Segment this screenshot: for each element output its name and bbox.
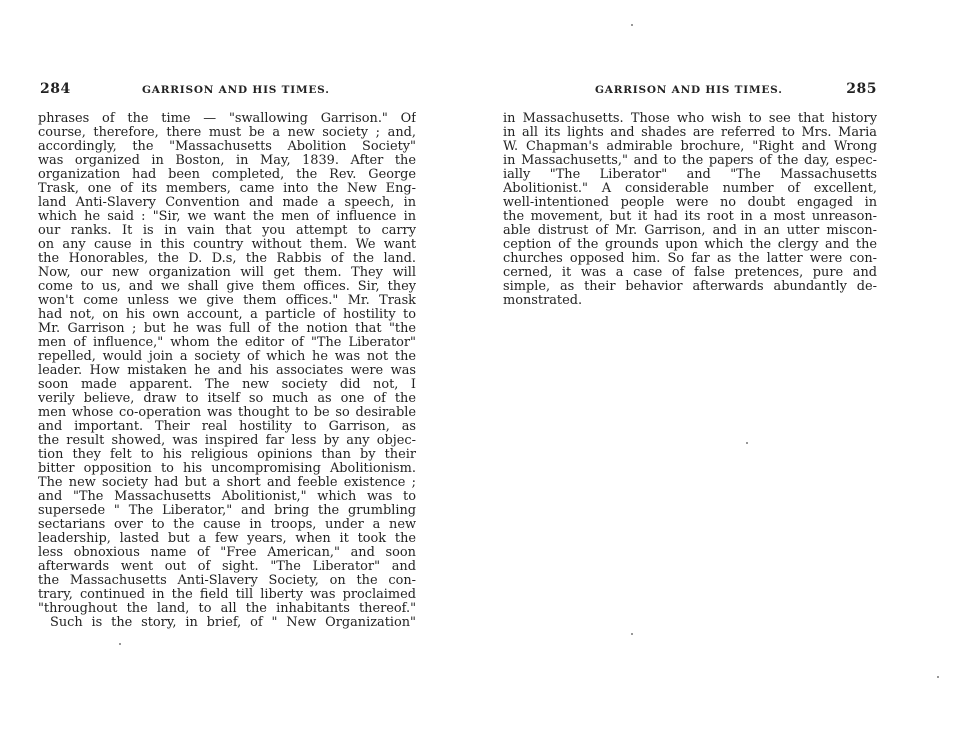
text-line: sectarians over to the cause in troops, under a new (38, 518, 416, 532)
text-line: less obnoxious name of "Free American," and soon (38, 546, 416, 560)
text-line: in all its lights and shades are referred to Mrs. Maria (503, 126, 877, 140)
running-head: GARRISON AND HIS TIMES. (595, 84, 783, 96)
text-line: "throughout the land, to all the inhabitants thereof." (38, 602, 416, 616)
text-line: afterwards went out of sight. "The Liberator" and (38, 560, 416, 574)
text-line: course, therefore, there must be a new society ; and, (38, 126, 416, 140)
text-line: and important. Their real hostility to Garrison, as (38, 420, 416, 434)
text-line: monstrated. (503, 294, 583, 308)
text-line: churches opposed him. So far as the latter were con- (503, 252, 877, 266)
text-line: tion they felt to his religious opinions than by their (38, 448, 416, 462)
left-page-text (38, 112, 416, 630)
text-line: the Massachusetts Anti-Slavery Society, on the con- (38, 574, 416, 588)
text-line: accordingly, the "Massachusetts Abolition Society" (38, 140, 416, 154)
text-line: leadership, lasted but a few years, when it took the (38, 532, 416, 546)
text-line: trary, continued in the field till liberty was proclaimed (38, 588, 416, 602)
text-line: simple, as their behavior afterwards abundantly de- (503, 280, 877, 294)
text-line: the Honorables, the D. D.s, the Rabbis of the land. (38, 252, 416, 266)
text-line: well-intentioned people were no doubt engaged in (503, 196, 877, 210)
text-line: the result showed, was inspired far less by any objec- (38, 434, 416, 448)
text-line: bitter opposition to his uncompromising Abolitionism. (38, 462, 416, 476)
text-line: phrases of the time — "swallowing Garrison." Of (38, 112, 416, 126)
text-line: ception of the grounds upon which the clergy and the (503, 238, 877, 252)
text-line: soon made apparent. The new society did not, I (38, 378, 416, 392)
text-line: cerned, it was a case of false pretences, pure and (503, 266, 877, 280)
text-line: Mr. Garrison ; but he was full of the notion that "the (38, 322, 416, 336)
right-page-text (503, 112, 877, 308)
text-line: men of influence," whom the editor of "The Liberator" (38, 336, 416, 350)
right-page (503, 0, 877, 731)
text-line: which he said : "Sir, we want the men of influence in (38, 210, 416, 224)
page-number: 284 (40, 81, 71, 97)
scan-speck (746, 442, 748, 444)
text-line: won't come unless we give them offices." Mr. Trask (38, 294, 416, 308)
text-line: organization had been completed, the Rev. George (38, 168, 416, 182)
scan-speck (631, 24, 633, 26)
text-line: in Massachusetts. Those who wish to see that history (503, 112, 877, 126)
text-line: in Massachusetts," and to the papers of the day, espec- (503, 154, 877, 168)
left-page (38, 0, 416, 731)
text-line: W. Chapman's admirable brochure, "Right and Wrong (503, 140, 877, 154)
running-head: GARRISON AND HIS TIMES. (142, 84, 330, 96)
scan-speck (937, 676, 939, 678)
text-line: land Anti-Slavery Convention and made a speech, in (38, 196, 416, 210)
text-line: ially "The Liberator" and "The Massachusetts (503, 168, 877, 182)
text-line: verily believe, draw to itself so much as one of the (38, 392, 416, 406)
text-line: Abolitionist." A considerable number of excellent, (503, 182, 877, 196)
text-line: was organized in Boston, in May, 1839. After the (38, 154, 416, 168)
text-line: able distrust of Mr. Garrison, and in an utter miscon- (503, 224, 877, 238)
text-line: come to us, and we shall give them offices. Sir, they (38, 280, 416, 294)
page-number: 285 (846, 81, 877, 97)
text-line: the movement, but it had its root in a most unreason- (503, 210, 877, 224)
text-line: Trask, one of its members, came into the New Eng- (38, 182, 416, 196)
right-page-header (503, 81, 877, 99)
text-line: our ranks. It is in vain that you attempt to carry (38, 224, 416, 238)
text-line: had not, on his own account, a particle of hostility to (38, 308, 416, 322)
text-line: The new society had but a short and feeble existence ; (38, 476, 416, 490)
text-line: on any cause in this country without them. We want (38, 238, 416, 252)
left-page-header (38, 81, 416, 99)
text-line: supersede " The Liberator," and bring the grumbling (38, 504, 416, 518)
text-line: men whose co-operation was thought to be so desirable (38, 406, 416, 420)
text-line: Now, our new organization will get them. They will (38, 266, 416, 280)
scan-speck (631, 633, 633, 635)
text-line: and "The Massachusetts Abolitionist," which was to (38, 490, 416, 504)
text-line: Such is the story, in brief, of " New Organization" (50, 616, 416, 630)
text-line: leader. How mistaken he and his associates were was (38, 364, 416, 378)
scan-speck (119, 643, 121, 645)
text-line: repelled, would join a society of which he was not the (38, 350, 416, 364)
